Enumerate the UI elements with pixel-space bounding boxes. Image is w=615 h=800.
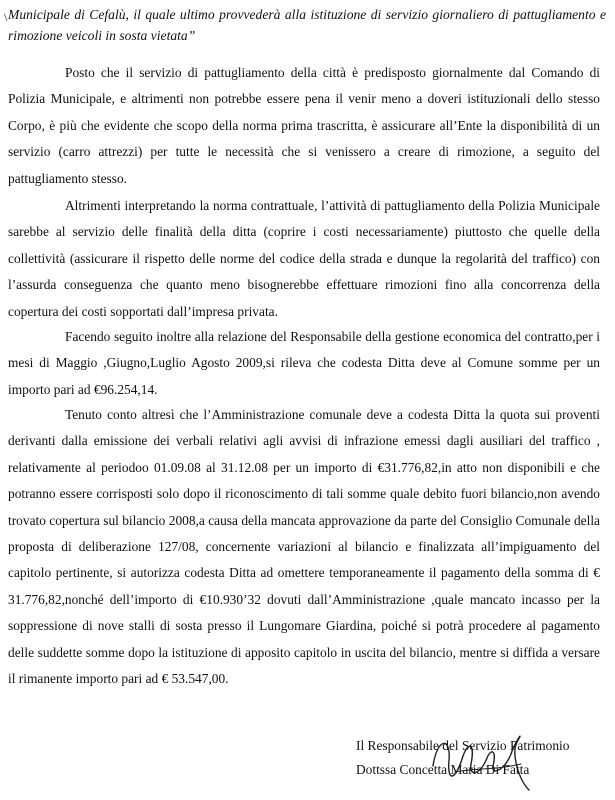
signatory-name: Dottssa Concetta Maria Di Fatta <box>356 762 530 777</box>
signature-block <box>356 734 608 782</box>
intro-quote: Municipale di Cefalù, il quale ultimo provvederà alla istituzione di servizio giornaliero di pattugliamento e rimozione veicoli in sosta vietata” <box>8 7 606 43</box>
paragraph-4: Tenuto conto altresì che l’Amministrazione comunale deve a codesta Ditta la quota sui proventi derivanti dalla emissione dei verbali relativi agli avvisi di infrazione emessi dagli ausiliari del traffico , relativamente al periodoo 01.09.08 al 31.12.08 per un importo di €31.776,82,in atto non disponibili e che potranno essere corrisposti solo dopo il riconoscimento di tali somme quale debito fuori bilancio,non avendo trovato copertura sul bilancio 2008,a causa della mancata approvazione da parte del Consiglio Comunale della proposta di deliberazione 127/08, concernente variazioni al bilancio e finalizzata all’impiguamento del capitolo pertinente, si autorizza codesta Ditta ad omettere temporaneamente il pagamento della somma di € 31.776,82,nonché dell’importo di €10.930’32 dovuti dall’Amministrazione ,quale mancato incasso per la soppressione di nove stalli di sosta presso il Lungomare Giardina, poiché si potrà procedere al pagamento delle suddette somme dopo la istituzione di apposito capitolo in uscita del bilancio, mentre si diffida a versare il rimanente importo pari ad € 53.547,00. <box>8 407 600 687</box>
paragraph-3: Facendo seguito inoltre alla relazione del Responsabile della gestione economica del contratto,per i mesi di Maggio ,Giugno,Luglio Agosto 2009,si rileva che codesta Ditta deve al Comune somme per un importo pari ad €96.254,14. <box>8 329 600 397</box>
paragraph-2: Altrimenti interpretando la norma contrattuale, l’attività di pattugliamento della Polizia Municipale sarebbe al servizio delle finalità della ditta (coprire i costi necessariamente) piuttosto che quelle della collettività (assicurare il rispetto delle norme del codice della strada e dunque la regolarità del traffico) con l’assurda conseguenza che quanto meno bisognerebbe effettuare rimozioni fino alla concorrenza della copertura dei costi sopportati dall’impresa privata. <box>8 198 600 319</box>
signatory-role: Il Responsabile del Servizio Patrimonio <box>356 738 570 753</box>
margin-mark: \ <box>4 10 8 24</box>
paragraph-1: Posto che il servizio di pattugliamento della città è predisposto giornalmente dal Comando di Polizia Municipale, e altrimenti non potrebbe essere pena il venir meno a doveri istituzionali dello stesso Corpo, è più che evidente che scopo della norma prima trascritta, è assicurare all’Ente la disponibilità di un servizio (carro attrezzi) per tutte le necessità che si venissero a creare di rimozione, a seguito del pattugliamento stesso. <box>8 65 600 186</box>
